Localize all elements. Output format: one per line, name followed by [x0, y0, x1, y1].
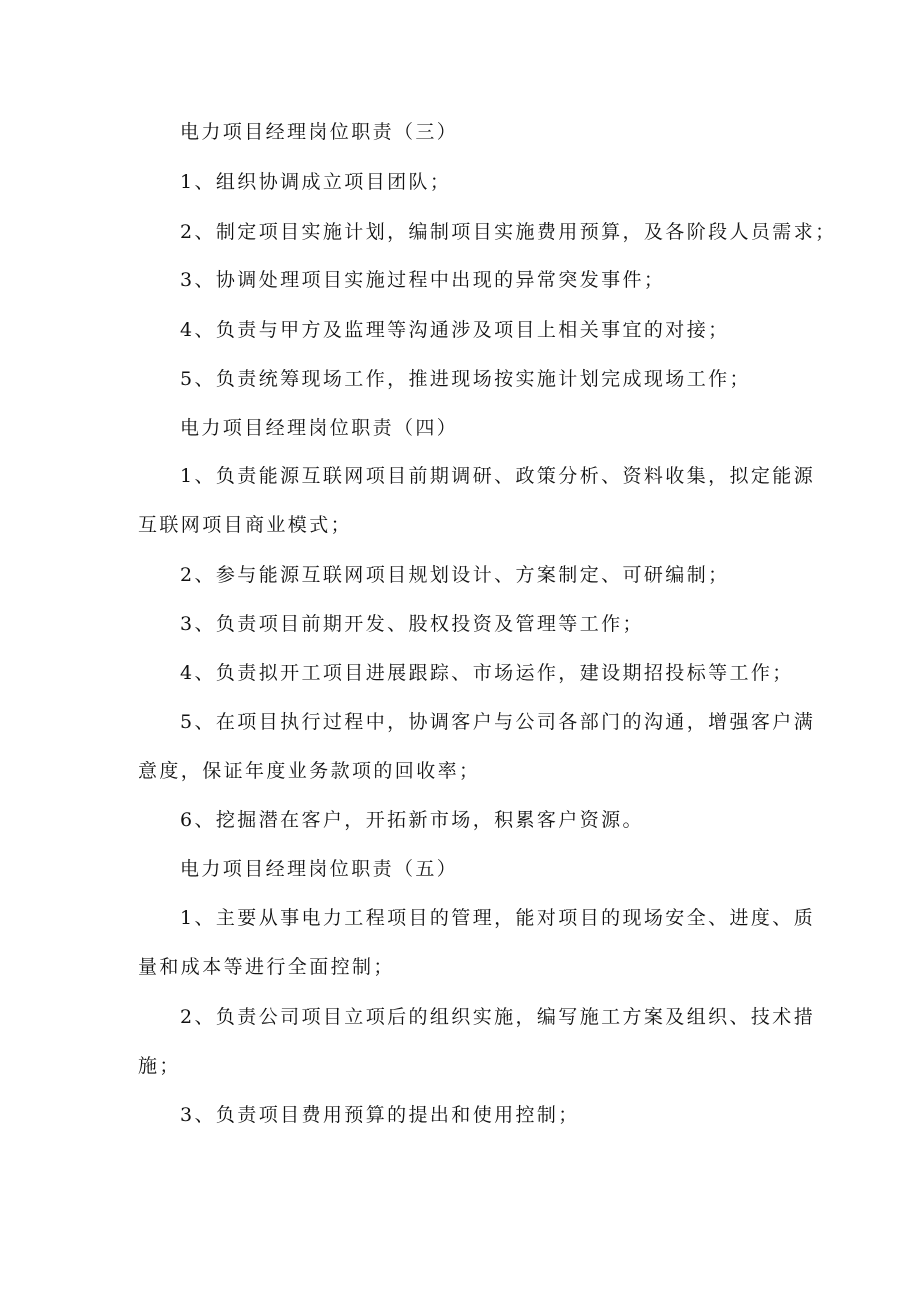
section-heading-5: 电力项目经理岗位职责（五） [180, 858, 459, 880]
section-3-item-2: 2、制定项目实施计划，编制项目实施费用预算，及各阶段人员需求； [180, 221, 837, 243]
section-4-item-4: 4、负责拟开工项目进展跟踪、市场运作，建设期招投标等工作； [180, 662, 794, 684]
section-3-item-4: 4、负责与甲方及监理等沟通涉及项目上相关事宜的对接； [180, 319, 730, 341]
section-4-item-6: 6、挖掘潜在客户，开拓新市场，积累客户资源。 [180, 809, 644, 831]
section-5-item-2: 2、负责公司项目立项后的组织实施，编写施工方案及组织、技术措 [180, 1006, 816, 1028]
section-5-item-1: 1、主要从事电力工程项目的管理，能对项目的现场安全、进度、质 [180, 907, 816, 929]
section-4-item-5-cont: 意度，保证年度业务款项的回收率； [138, 760, 481, 782]
section-3-item-3: 3、协调处理项目实施过程中出现的异常突发事件； [180, 269, 666, 291]
section-4-item-3: 3、负责项目前期开发、股权投资及管理等工作； [180, 613, 644, 635]
section-3-item-1: 1、组织协调成立项目团队； [180, 171, 452, 193]
section-5-item-3: 3、负责项目费用预算的提出和使用控制； [180, 1104, 580, 1126]
section-4-item-1: 1、负责能源互联网项目前期调研、政策分析、资料收集，拟定能源 [180, 465, 816, 487]
section-3-item-5: 5、负责统筹现场工作，推进现场按实施计划完成现场工作； [180, 368, 751, 390]
section-heading-3: 电力项目经理岗位职责（三） [180, 121, 459, 143]
section-4-item-5: 5、在项目执行过程中，协调客户与公司各部门的沟通，增强客户满 [180, 711, 816, 733]
section-5-item-2-cont: 施； [138, 1055, 181, 1077]
section-4-item-1-cont: 互联网项目商业模式； [138, 514, 353, 536]
section-heading-4: 电力项目经理岗位职责（四） [180, 417, 459, 439]
section-5-item-1-cont: 量和成本等进行全面控制； [138, 956, 395, 978]
section-4-item-2: 2、参与能源互联网项目规划设计、方案制定、可研编制； [180, 564, 730, 586]
